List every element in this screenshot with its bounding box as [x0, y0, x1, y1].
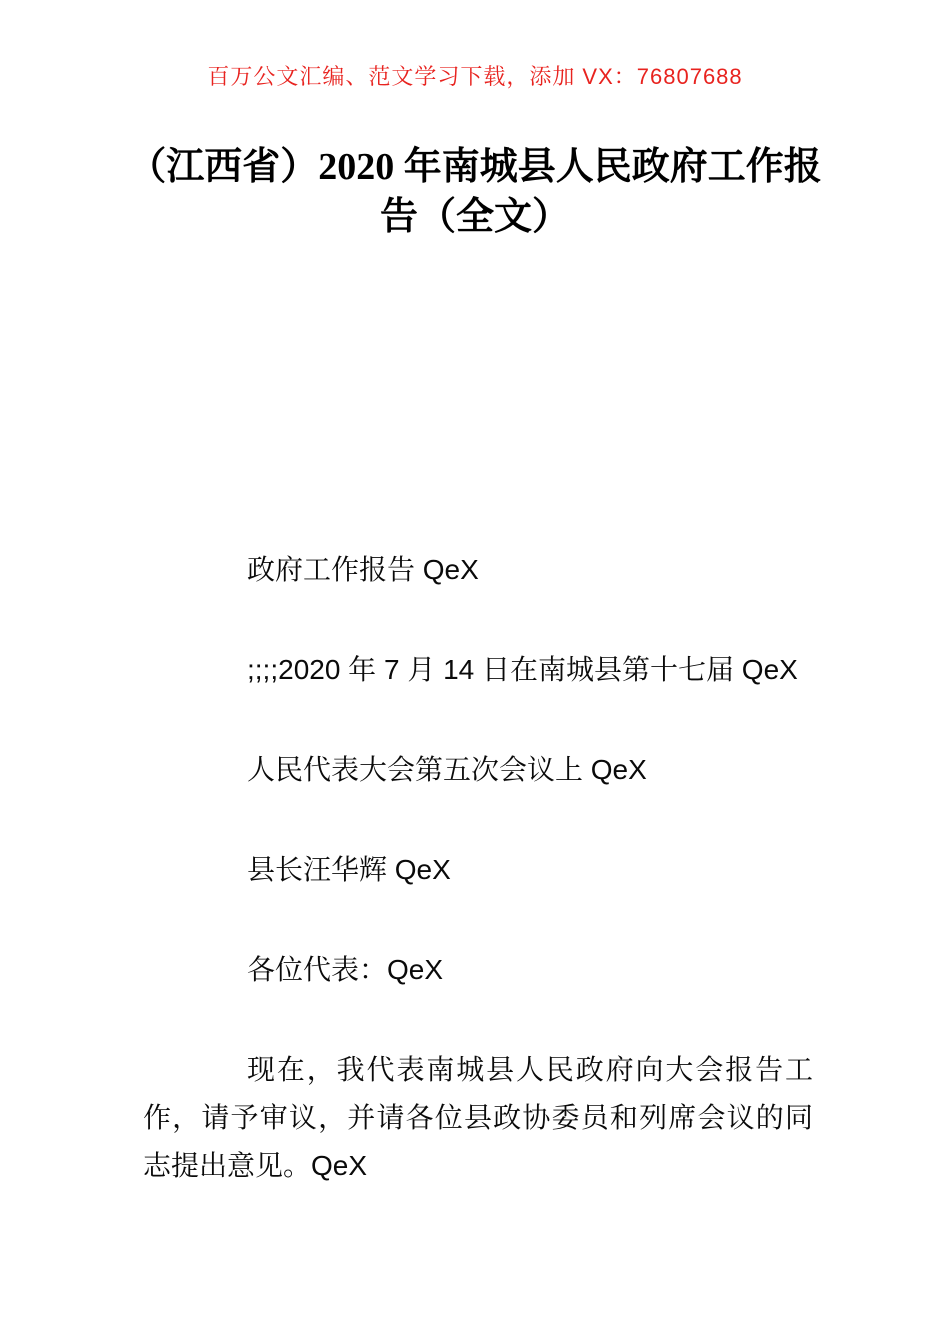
doc-paragraph: 政府工作报告 QeX	[247, 554, 479, 585]
document-body	[143, 546, 813, 1242]
doc-paragraph: ;;;;2020 年 7 月 14 日在南城县第十七届 QeX	[247, 654, 798, 685]
doc-paragraph: 各位代表：QeX	[247, 954, 444, 985]
promo-notice: 百万公文汇编、范文学习下载，添加 VX：76807688	[207, 64, 743, 89]
doc-paragraph: 现在，我代表南城县人民政府向大会报告工作，请予审议，并请各位县政协委员和列席会议的同志提出意见。QeX	[143, 1054, 813, 1181]
doc-paragraph: 人民代表大会第五次会议上 QeX	[247, 754, 647, 785]
document-title-line2: 告（全文）	[379, 196, 570, 238]
doc-paragraph: 县长汪华辉 QeX	[247, 854, 451, 885]
document-title-line1: （江西省）2020 年南城县人民政府工作报	[128, 146, 822, 188]
document-title	[110, 142, 840, 242]
